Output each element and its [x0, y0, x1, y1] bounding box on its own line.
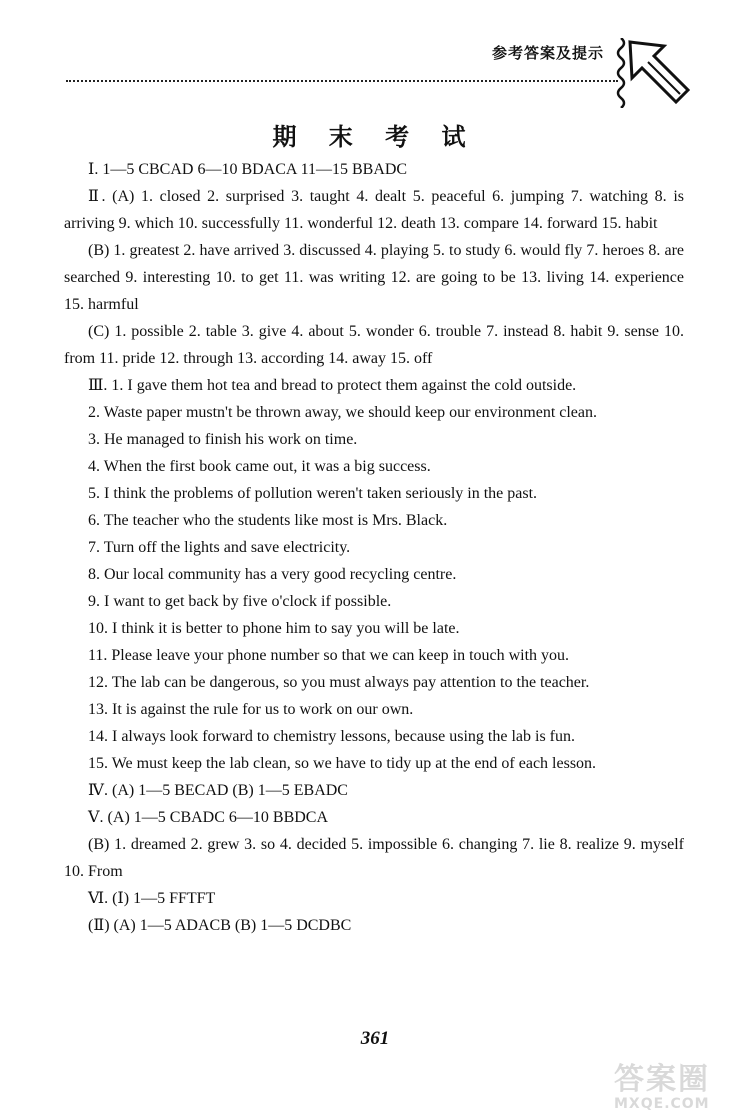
answer-line: (B) 1. greatest 2. have arrived 3. discussed 4. playing 5. to study 6. would fly 7. heroes 8. are searched 9. interesting 10. to get 11. was writing 12. are going to be 13. living 14. experience 15. harmful: [64, 242, 684, 313]
answer-line: 4. When the first book came out, it was a big success.: [88, 458, 431, 475]
answer-line: 7. Turn off the lights and save electricity.: [88, 539, 351, 556]
answer-content: [64, 156, 684, 939]
answer-line: 8. Our local community has a very good recycling centre.: [88, 566, 457, 583]
answer-line: 10. I think it is better to phone him to say you will be late.: [88, 620, 460, 637]
answer-line: 9. I want to get back by five o'clock if possible.: [88, 593, 392, 610]
answer-line: Ⅴ. (A) 1—5 CBADC 6—10 BBDCA: [88, 809, 329, 826]
answer-line: 14. I always look forward to chemistry lessons, because using the lab is fun.: [88, 728, 576, 745]
answer-line: 12. The lab can be dangerous, so you must always pay attention to the teacher.: [88, 674, 590, 691]
answer-line: 2. Waste paper mustn't be thrown away, we should keep our environment clean.: [88, 404, 598, 421]
arrow-icon: [628, 38, 690, 108]
answer-line: Ⅲ. 1. I gave them hot tea and bread to protect them against the cold outside.: [88, 377, 577, 394]
watermark-logo: [614, 1064, 748, 1116]
answer-line: Ⅳ. (A) 1—5 BECAD (B) 1—5 EBADC: [88, 782, 348, 799]
answer-line: (Ⅱ) (A) 1—5 ADACB (B) 1—5 DCDBC: [88, 917, 352, 934]
watermark-url: MXQE.COM: [614, 1096, 710, 1112]
answer-line: (C) 1. possible 2. table 3. give 4. about 5. wonder 6. trouble 7. instead 8. habit 9. sense 10. from 11. pride 12. through 13. according 14. away 15. off: [64, 323, 684, 367]
answer-line: Ⅵ. (Ⅰ) 1—5 FFTFT: [88, 890, 216, 907]
answer-line: 3. He managed to finish his work on time.: [88, 431, 358, 448]
answer-line: 15. We must keep the lab clean, so we have to tidy up at the end of each lesson.: [88, 755, 597, 772]
answer-line: Ⅰ. 1—5 CBCAD 6—10 BDACA 11—15 BBADC: [88, 161, 408, 178]
header-label: 参考答案及提示: [492, 44, 605, 62]
answer-line: 5. I think the problems of pollution weren't taken seriously in the past.: [88, 485, 538, 502]
answer-line: 13. It is against the rule for us to work on our own.: [88, 701, 414, 718]
answer-line: 11. Please leave your phone number so that we can keep in touch with you.: [88, 647, 570, 664]
answer-line: 6. The teacher who the students like most is Mrs. Black.: [88, 512, 448, 529]
page-number: 361: [360, 1028, 390, 1049]
watermark-text: 答案圈: [614, 1062, 710, 1097]
page-title: 期 末 考 试: [272, 123, 478, 151]
wavy-divider-icon: [615, 38, 627, 108]
answer-line: (B) 1. dreamed 2. grew 3. so 4. decided 5. impossible 6. changing 7. lie 8. realize 9. myself 10. From: [64, 836, 684, 880]
dotted-separator: [66, 80, 618, 82]
answer-line: Ⅱ. (A) 1. closed 2. surprised 3. taught 4. dealt 5. peaceful 6. jumping 7. watching 8. is arriving 9. which 10. successfully 11. wonderful 12. death 13. compare 14. forward 15. habit: [64, 188, 684, 232]
